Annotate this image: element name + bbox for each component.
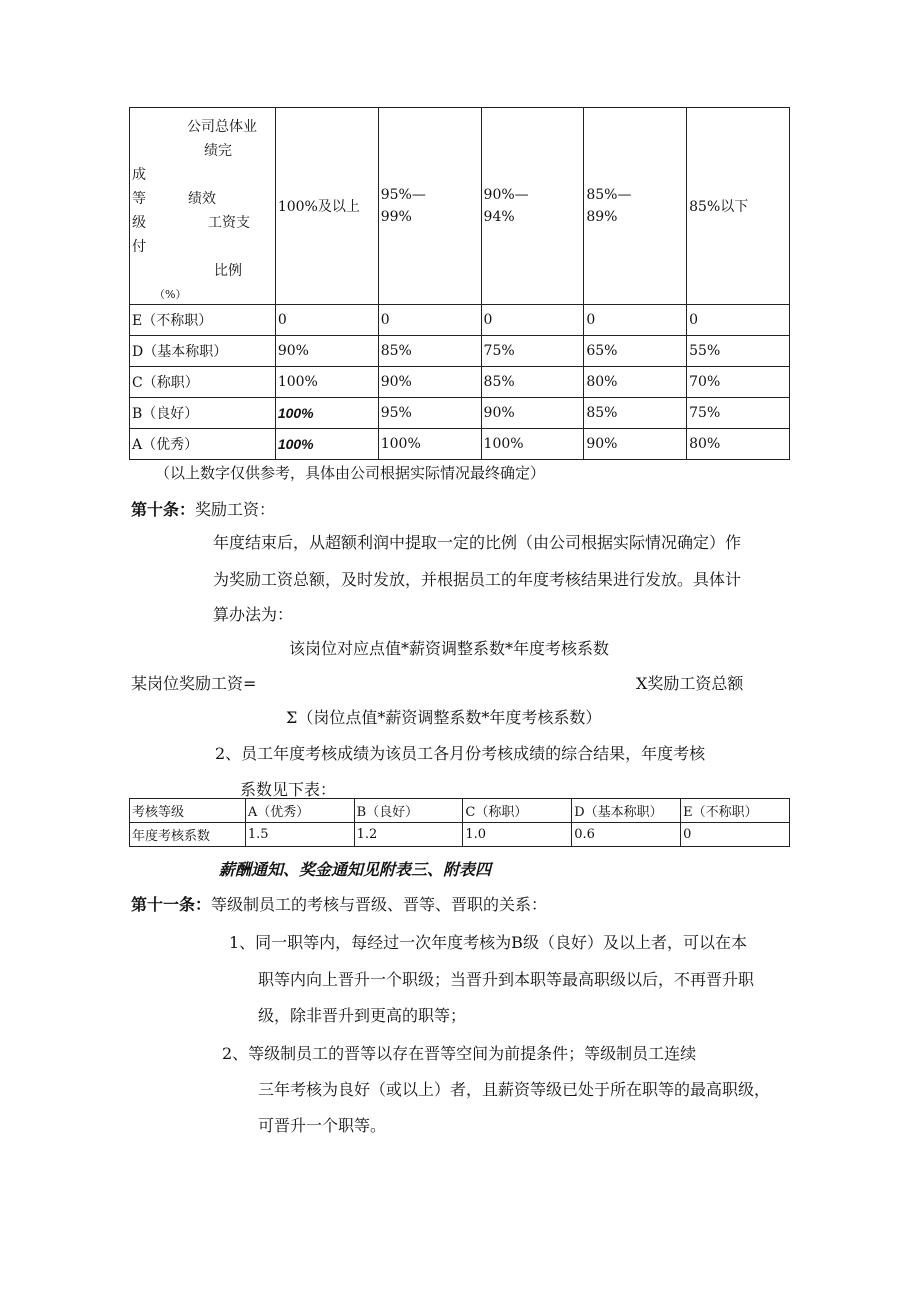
header-line: 付 — [132, 239, 146, 255]
cell: C（称职） — [463, 799, 572, 823]
formula-right: X奖励工资总额 — [636, 674, 744, 693]
paragraph: 三年考核为良好（或以上）者，且薪资等级已处于所在职等的最高职级， — [258, 1080, 771, 1099]
cell: 75% — [481, 336, 584, 367]
cell: B（良好） — [354, 799, 463, 823]
formula-numerator: 该岗位对应点值*薪资调整系数*年度考核系数 — [289, 639, 610, 658]
article-11-heading — [131, 892, 547, 915]
cell: 0 — [584, 305, 687, 336]
column-header: 95%— 99% — [378, 108, 481, 305]
cell: 75% — [687, 398, 790, 429]
header-line: 工资支 — [208, 215, 250, 231]
cell: 1.5 — [245, 823, 354, 847]
cell: 100% — [378, 429, 481, 460]
table-row — [130, 429, 790, 460]
cell: 55% — [687, 336, 790, 367]
cell: 65% — [584, 336, 687, 367]
cell: 考核等级 — [130, 799, 246, 823]
header-line: 等 — [132, 191, 146, 207]
cell: 85% — [378, 336, 481, 367]
row-label: E（不称职） — [130, 305, 276, 336]
header-line: 成 — [132, 167, 146, 183]
table-row — [130, 305, 790, 336]
salary-ratio-table — [129, 107, 790, 460]
column-header: 85%— 89% — [584, 108, 687, 305]
cell: 1.0 — [463, 823, 572, 847]
cell: 85% — [481, 367, 584, 398]
column-header: 90%— 94% — [481, 108, 584, 305]
cell: 0 — [275, 305, 378, 336]
cell: 80% — [584, 367, 687, 398]
cell: 90% — [275, 336, 378, 367]
article-title: 等级制员工的考核与晋级、晋等、晋职的关系： — [211, 895, 548, 914]
paragraph: 算办法为： — [213, 605, 294, 624]
article-10-heading — [131, 497, 275, 520]
table-row — [130, 799, 790, 823]
cell: 0 — [378, 305, 481, 336]
formula-left: 某岗位奖励工资= — [131, 674, 257, 693]
column-header: 100%及以上 — [275, 108, 378, 305]
cell: 90% — [584, 429, 687, 460]
article-number: 第十条： — [131, 500, 196, 519]
table-row — [130, 398, 790, 429]
paragraph: 2、等级制员工的晋等以存在晋等空间为前提条件；等级制员工连续 — [222, 1044, 697, 1063]
cell: 100% — [275, 367, 378, 398]
cell: 95% — [378, 398, 481, 429]
header-diagonal-cell — [130, 108, 276, 305]
paragraph: 2、员工年度考核成绩为该员工各月份考核成绩的综合结果，年度考核 — [215, 744, 706, 763]
table-row — [130, 367, 790, 398]
paragraph: 1、同一职等内，每经过一次年度考核为B级（良好）及以上者，可以在本 — [229, 933, 747, 952]
cell: 0 — [481, 305, 584, 336]
article-number: 第十一条： — [131, 895, 212, 914]
paragraph: 年度结束后，从超额利润中提取一定的比例（由公司根据实际情况确定）作 — [213, 533, 742, 552]
cell: 100% — [275, 398, 378, 429]
cell: E（不称职） — [681, 799, 790, 823]
header-line: 绩完 — [204, 143, 232, 159]
header-line: 绩效 — [188, 191, 216, 207]
cell: 90% — [481, 398, 584, 429]
paragraph: 可晋升一个职等。 — [258, 1116, 387, 1135]
annual-coefficient-table — [129, 798, 790, 847]
cell: D（基本称职） — [572, 799, 681, 823]
cell: 85% — [584, 398, 687, 429]
article-title: 奖励工资： — [195, 500, 276, 519]
table-row — [130, 336, 790, 367]
paragraph: 级，除非晋升到更高的职等； — [258, 1006, 467, 1025]
cell: 年度考核系数 — [130, 823, 246, 847]
paragraph: 职等内向上晋升一个职级；当晋升到本职等最高职级以后，不再晋升职 — [258, 970, 755, 989]
cell: 90% — [378, 367, 481, 398]
row-label: A（优秀） — [130, 429, 276, 460]
header-line: 比例 — [214, 263, 242, 279]
column-header: 85%以下 — [687, 108, 790, 305]
paragraph: 为奖励工资总额，及时发放，并根据员工的年度考核结果进行发放。具体计 — [213, 570, 742, 589]
row-label: C（称职） — [130, 367, 276, 398]
cell: 0.6 — [572, 823, 681, 847]
paragraph: 系数见下表： — [240, 780, 337, 799]
cell: 100% — [275, 429, 378, 460]
header-line: 级 — [132, 215, 146, 231]
cell: 100% — [481, 429, 584, 460]
cell: 70% — [687, 367, 790, 398]
table-row — [130, 823, 790, 847]
header-line: （%） — [154, 288, 187, 301]
cell: 0 — [687, 305, 790, 336]
row-label: D（基本称职） — [130, 336, 276, 367]
notice-text: 薪酬通知、奖金通知见附表三、附表四 — [219, 862, 492, 879]
cell: A（优秀） — [245, 799, 354, 823]
formula-denominator: Σ（岗位点值*薪资调整系数*年度考核系数） — [286, 708, 602, 727]
cell: 0 — [681, 823, 790, 847]
cell: 80% — [687, 429, 790, 460]
row-label: B（良好） — [130, 398, 276, 429]
cell: 1.2 — [354, 823, 463, 847]
table-note: （以上数字仅供参考，具体由公司根据实际情况最终确定） — [155, 464, 546, 482]
header-line: 公司总体业 — [187, 119, 257, 135]
